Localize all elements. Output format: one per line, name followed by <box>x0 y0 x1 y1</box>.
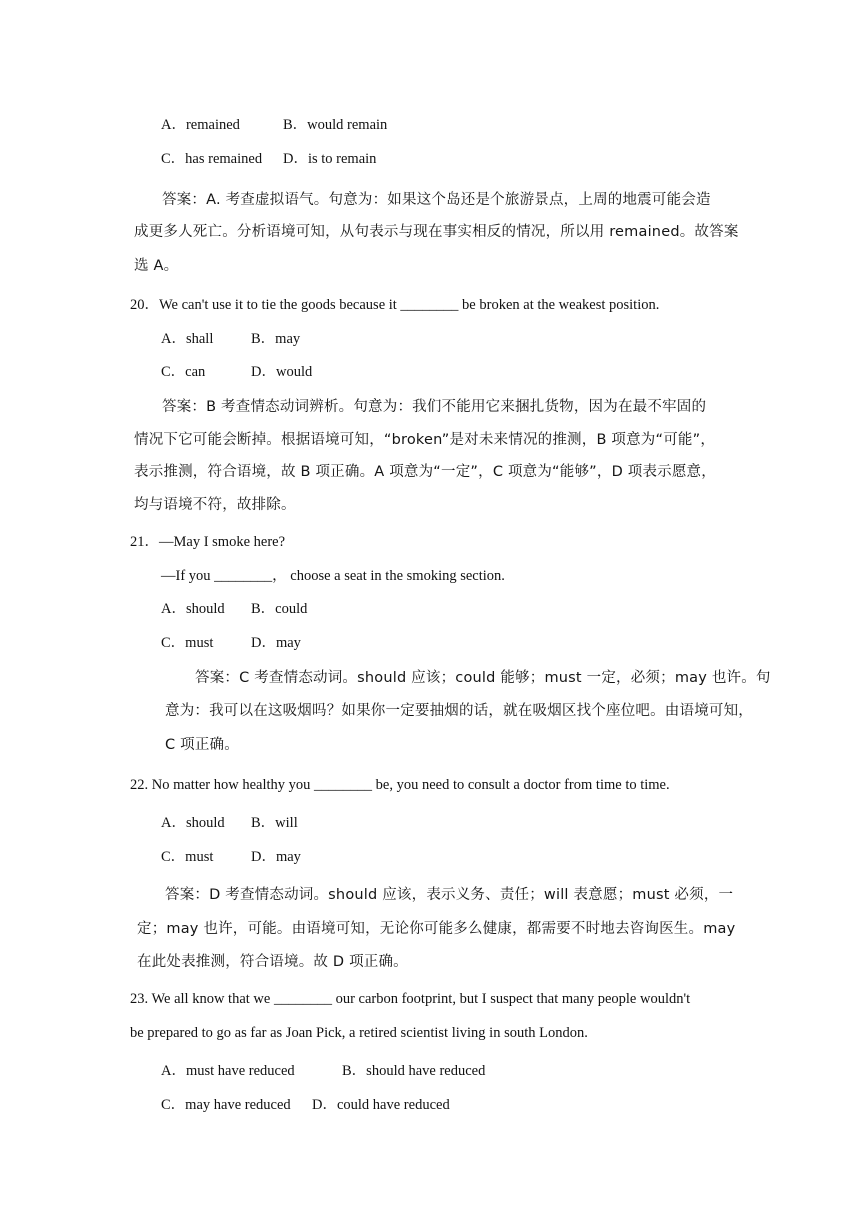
q20-options-row2 <box>161 360 312 381</box>
q22-answer-line-2: 定；may 也许，可能。由语境可知，无论你可能多么健康，都需要不时地去咨询医生。may <box>137 921 736 937</box>
q22-option-a: A．should <box>161 815 225 831</box>
q19-option-a: A．remained <box>161 117 240 133</box>
q22-answer-line-1: 答案：D 考查情态动词。should 应该，表示义务、责任；will 表意愿；must 必须，一 <box>165 887 734 903</box>
q20-answer-line-4: 均与语境不符，故排除。 <box>134 497 296 513</box>
q21-option-b: B．could <box>251 601 308 617</box>
q22-options-row2 <box>161 845 301 866</box>
q20-stem: 20．We can't use it to tie the goods because it ________ be broken at the weakest position. <box>130 297 660 313</box>
q20-option-a: A．shall <box>161 331 214 347</box>
q20-option-c: C．can <box>161 364 206 380</box>
q21-option-a: A．should <box>161 601 225 617</box>
q19-option-c: C．has remained <box>161 151 263 167</box>
q19-answer-line-3: 选 A。 <box>134 258 179 274</box>
q22-option-c: C．must <box>161 849 214 865</box>
q20-answer-line-2: 情况下它可能会断掉。根据语境可知，“broken”是对未来情况的推测，B 项意为“可能”， <box>134 432 716 448</box>
q21-stem: 21．—May I smoke here? <box>130 534 286 550</box>
q23-stem: 23. We all know that we ________ our carbon footprint, but I suspect that many people wouldn't <box>130 991 691 1007</box>
q21-answer-line-1: 答案：C 考查情态动词。should 应该；could 能够；must 一定，必须；may 也许。句 <box>195 670 771 686</box>
q21-answer-line-2: 意为：我可以在这吸烟吗？如果你一定要抽烟的话，就在吸烟区找个座位吧。由语境可知， <box>165 703 753 719</box>
q21-option-c: C．must <box>161 635 214 651</box>
q23-option-c: C．may have reduced <box>161 1097 291 1113</box>
q20-option-b: B．may <box>251 331 301 347</box>
q21-stem-reply: —If you ________， choose a seat in the smoking section. <box>161 568 505 584</box>
q20-options-row1 <box>161 327 300 348</box>
q19-option-b: B．would remain <box>283 117 388 133</box>
q20-answer-line-3: 表示推测，符合语境，故 B 项正确。A 项意为“一定”，C 项意为“能够”，D 项表示愿意， <box>134 464 716 480</box>
q19-options-row1 <box>161 113 387 134</box>
q23-option-b: B．should have reduced <box>342 1063 486 1079</box>
q23-stem-continued: be prepared to go as far as Joan Pick, a retired scientist living in south London. <box>130 1025 588 1041</box>
q19-answer-line-1: 答案：A. 考查虚拟语气。句意为：如果这个岛还是个旅游景点，上周的地震可能会造 <box>162 192 711 208</box>
q22-option-d: D．may <box>251 849 301 865</box>
q21-answer-line-3: C 项正确。 <box>165 737 239 753</box>
q21-options-row2 <box>161 631 301 652</box>
q23-option-a: A．must have reduced <box>161 1063 295 1079</box>
q19-answer-line-2: 成更多人死亡。分析语境可知，从句表示与现在事实相反的情况，所以用 remained。故答案 <box>134 224 739 240</box>
q23-option-d: D．could have reduced <box>312 1097 450 1113</box>
q19-options-row2 <box>161 147 376 168</box>
q20-option-d: D．would <box>251 364 313 380</box>
q23-options-row2 <box>161 1093 450 1114</box>
q22-options-row1 <box>161 811 298 832</box>
q20-answer-line-1: 答案：B 考查情态动词辨析。句意为：我们不能用它来捆扎货物，因为在最不牢固的 <box>162 399 707 415</box>
q21-options-row1 <box>161 597 307 618</box>
q19-option-d: D．is to remain <box>283 151 377 167</box>
q23-options-row1 <box>161 1059 485 1080</box>
q22-stem: 22. No matter how healthy you ________ be, you need to consult a doctor from time to time. <box>130 777 670 793</box>
q22-answer-line-3: 在此处表推测，符合语境。故 D 项正确。 <box>137 954 408 970</box>
q21-option-d: D．may <box>251 635 301 651</box>
q22-option-b: B．will <box>251 815 298 831</box>
